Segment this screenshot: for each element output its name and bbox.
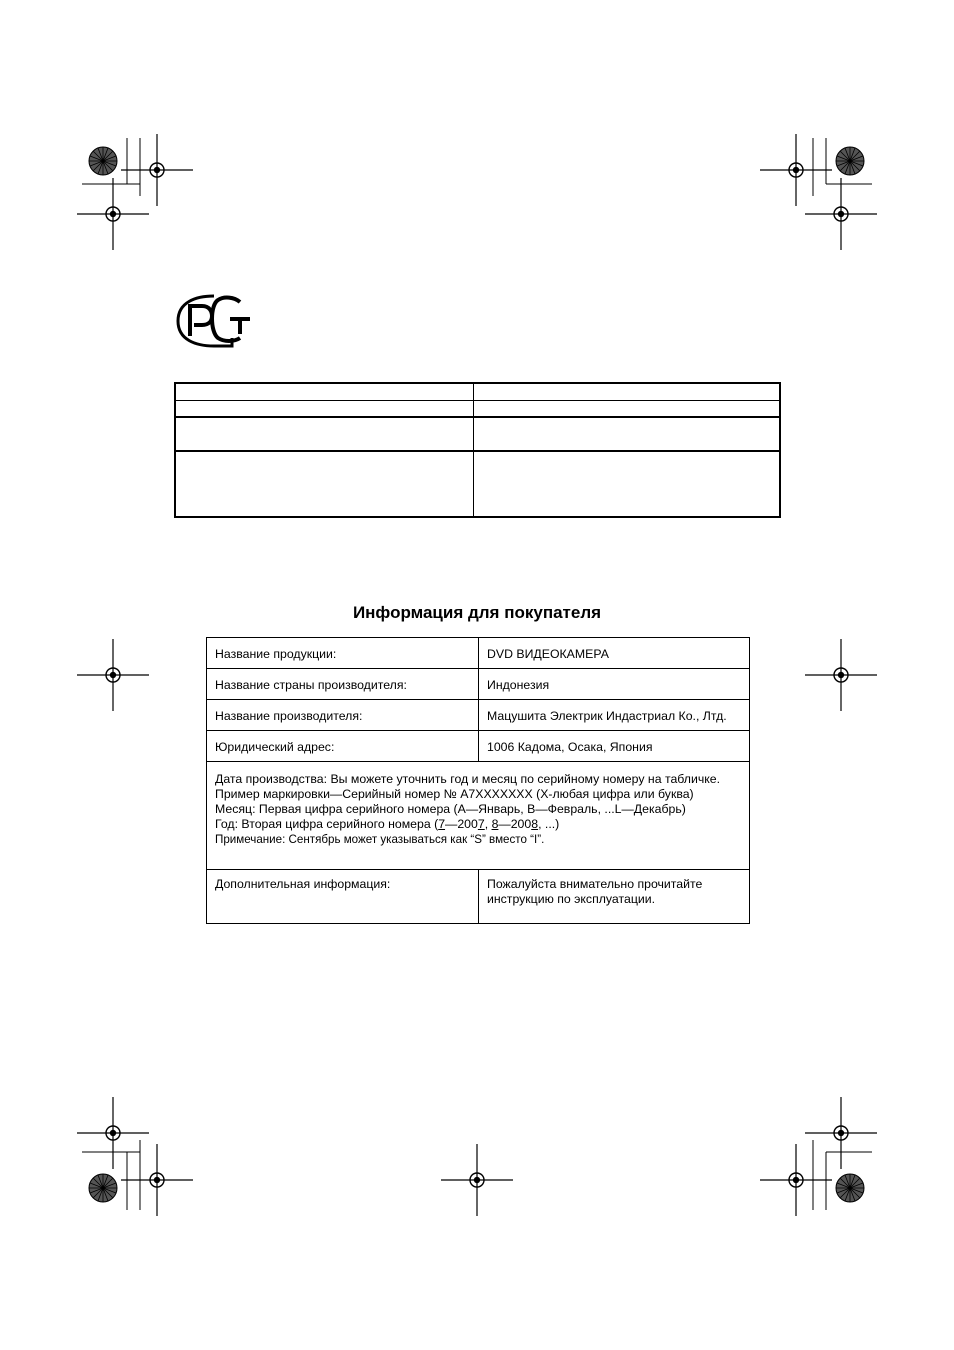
table-row xyxy=(207,731,750,762)
note-line: Примечание: Сентябрь может указываться как “S” вместо “I”. xyxy=(215,833,545,846)
table-row xyxy=(175,383,780,401)
row-label: Дополнительная информация: xyxy=(207,870,479,924)
row-label: Юридический адрес: xyxy=(207,731,479,762)
buyer-info-table xyxy=(206,637,750,924)
row-value: Мацушита Электрик Индастриал Ко., Лтд. xyxy=(479,700,750,731)
month-line: Месяц: Первая цифра серийного номера (A—Январь, B—Февраль, ...L—Декабрь) xyxy=(215,802,686,816)
page-title: Информация для покупателя xyxy=(352,603,602,622)
row-label: Название продукции: xyxy=(207,638,479,669)
table-row xyxy=(207,638,750,669)
year-text: —200 xyxy=(445,817,478,831)
table-row xyxy=(207,700,750,731)
row-label: Название страны производителя: xyxy=(207,669,479,700)
year-digit: 8 xyxy=(531,817,539,831)
row-label: Название производителя: xyxy=(207,700,479,731)
additional-value-line: Пожалуйста внимательно прочитайте xyxy=(487,877,703,891)
table-row xyxy=(175,451,780,517)
year-digit: 8 xyxy=(491,817,499,831)
rst-certification-logo xyxy=(174,292,254,350)
table-row xyxy=(175,401,780,418)
table-row xyxy=(207,870,750,924)
production-date-row xyxy=(207,762,750,870)
year-text: , xyxy=(484,817,492,831)
marking-example-line: Пример маркировки—Серийный номер № A7XXXXXXX (X-любая цифра или буква) xyxy=(215,787,694,801)
row-value: 1006 Кадома, Осака, Япония xyxy=(479,731,750,762)
additional-value-line: инструкцию по эксплуатации. xyxy=(487,892,656,906)
color-burst-top-left xyxy=(89,147,117,175)
table-row xyxy=(207,669,750,700)
row-value: DVD ВИДЕОКАМЕРА xyxy=(479,638,750,669)
blank-certificate-table xyxy=(174,382,781,518)
year-digit: 7 xyxy=(477,817,485,831)
table-row xyxy=(175,417,780,451)
row-value: Индонезия xyxy=(479,669,750,700)
year-text: , ...) xyxy=(538,817,560,831)
year-text: —200 xyxy=(498,817,532,831)
year-line xyxy=(215,817,741,832)
production-date-line: Дата производства: Вы можете уточнить год и месяц по серийному номеру на табличке. xyxy=(215,772,720,786)
row-value xyxy=(479,870,750,924)
year-digit: 7 xyxy=(438,817,446,831)
production-date-cell xyxy=(207,762,750,870)
year-line-prefix: Год: Вторая цифра серийного номера ( xyxy=(215,817,439,831)
